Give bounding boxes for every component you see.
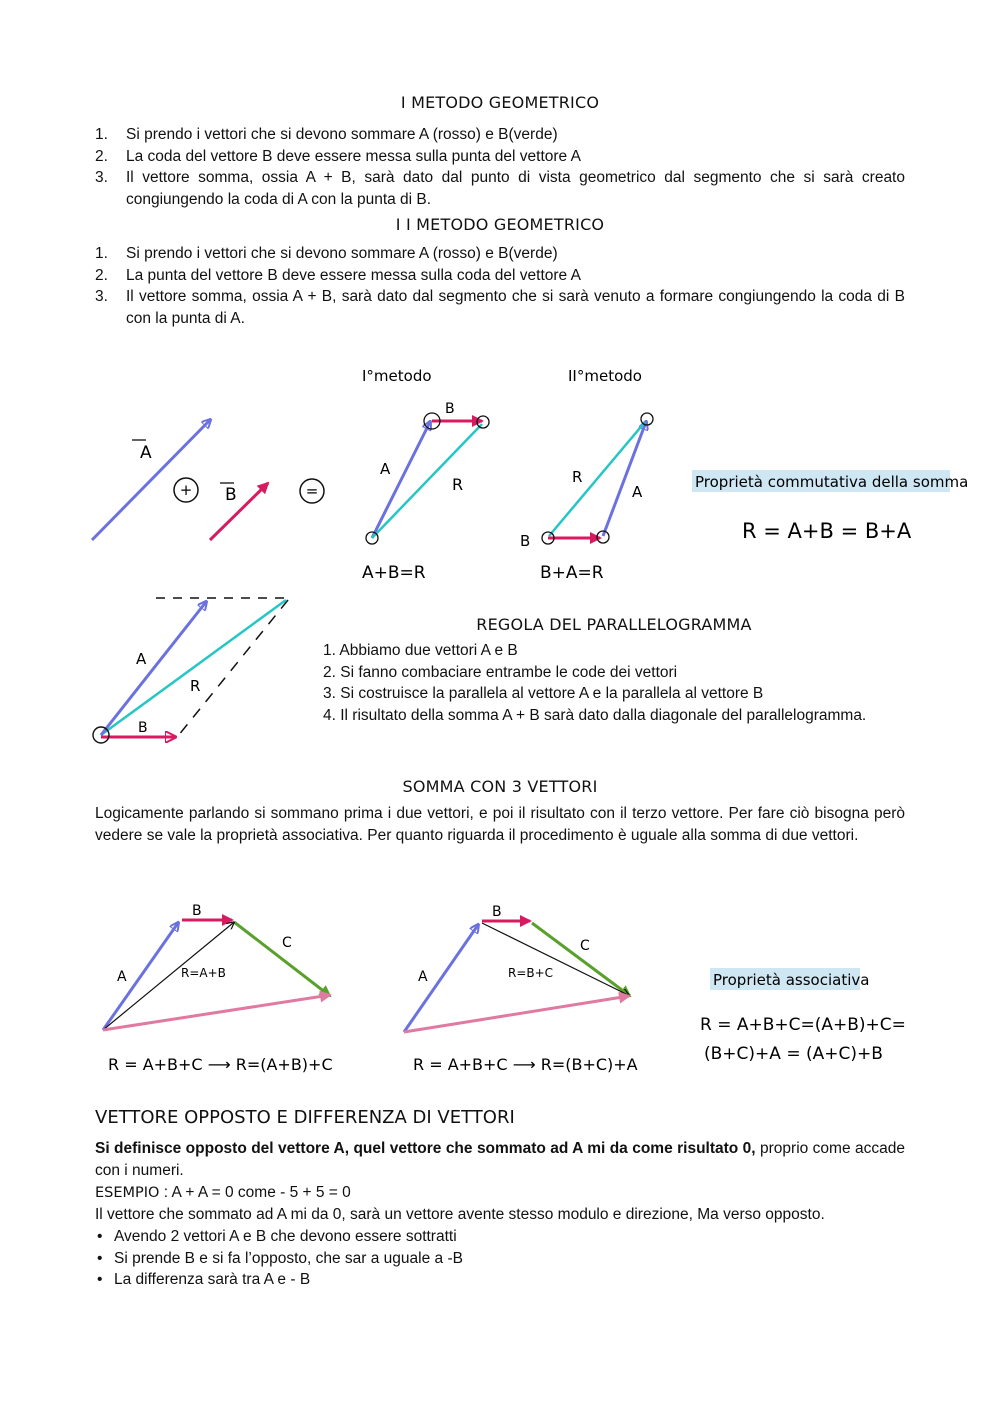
- vector-a-arrow: [404, 925, 478, 1032]
- label-b: B: [192, 903, 202, 919]
- label-a: A: [418, 969, 428, 985]
- vector-c-arrow: [532, 923, 630, 996]
- vector-r-arrow: [372, 424, 482, 538]
- section2-list: [95, 243, 905, 329]
- section2-title: I I METODO GEOMETRICO: [395, 215, 605, 234]
- label-c: C: [282, 935, 292, 951]
- associative-line-2: (B+C)+A = (A+C)+B: [704, 1044, 883, 1064]
- label-r-bc: R=B+C: [508, 966, 554, 980]
- list-item: 4. Il risultato della somma A + B sarà dato dalla diagonale del parallelogramma.: [323, 706, 867, 724]
- three-vectors-figure: [0, 895, 1000, 1085]
- vector-sum-arrow: [404, 996, 629, 1032]
- list-item: 2. La punta del vettore B deve essere messa sulla coda del vettore A: [95, 266, 581, 284]
- list-item: 1. Si prendo i vettori che si devono sommare A (rosso) e B(verde): [95, 126, 558, 143]
- list-item: 3. Il vettore somma, ossia A + B, sarà dato dal segmento che si sarà venuto a formare congiungendo la coda di B con la punta di A.: [95, 288, 905, 327]
- label-c: C: [580, 938, 590, 954]
- section1-list: [95, 124, 905, 210]
- list-item: 2. Si fanno combaciare entrambe le code dei vettori: [323, 663, 678, 681]
- list-item: • Avendo 2 vettori A e B che devono essere sottratti: [97, 1228, 457, 1245]
- label-b: B: [492, 904, 502, 920]
- label-r-ab: R=A+B: [181, 966, 226, 980]
- opposite-title: VETTORE OPPOSTO E DIFFERENZA DI VETTORI: [95, 1107, 515, 1128]
- label-b: B: [138, 720, 148, 736]
- list-item: 2. La coda del vettore B deve essere messa sulla punta del vettore A: [95, 147, 581, 165]
- method1-equation: A+B=R: [362, 563, 426, 583]
- vector-c-arrow: [234, 922, 330, 996]
- label-b: B: [445, 401, 455, 417]
- vector-addition-figure: [0, 350, 1000, 590]
- label-r: R: [190, 677, 201, 695]
- three-vectors-title: SOMMA CON 3 VETTORI: [402, 777, 598, 796]
- vector-a-arrow: [103, 923, 178, 1030]
- associative-line-1: R = A+B+C=(A+B)+C=: [700, 1015, 906, 1035]
- plus-sign: +: [179, 481, 193, 499]
- label-a: A: [632, 483, 643, 501]
- method2-title: II°metodo: [568, 367, 642, 385]
- vector-b-arrow: [210, 483, 268, 540]
- label-r: R: [572, 468, 583, 486]
- example-label: ESEMPIO: [95, 1185, 160, 1201]
- vector-a-arrow: [372, 422, 430, 538]
- example-text: : A + A = 0 come - 5 + 5 = 0: [159, 1184, 351, 1201]
- label-r: R: [452, 475, 464, 494]
- equation-1: R = A+B+C ⟶ R=(A+B)+C: [108, 1055, 333, 1074]
- commutative-title: Proprietà commutativa della somma: [695, 473, 969, 491]
- vector-sum-arrow: [103, 995, 330, 1030]
- label-a: A: [380, 460, 391, 478]
- opposite-definition: [95, 1138, 905, 1181]
- definition-rest: proprio come accade con i numeri.: [95, 1140, 905, 1179]
- equals-sign: =: [305, 482, 319, 500]
- equation-2: R = A+B+C ⟶ R=(B+C)+A: [413, 1055, 638, 1074]
- opposite-explanation: Il vettore che sommato ad A mi da 0, sarà un vettore avente stesso modulo e direzione, Ma verso opposto.: [95, 1206, 825, 1223]
- list-item: 1. Abbiamo due vettori A e B: [323, 642, 518, 659]
- list-item: • La differenza sarà tra A e - B: [97, 1271, 311, 1288]
- vector-r-arrow: [482, 923, 628, 995]
- method2-equation: B+A=R: [540, 563, 604, 583]
- list-item: 3. Il vettore somma, ossia A + B, sarà dato dal punto di vista geometrico dal segmento che si sarà creato congiungendo la coda di A con la punta di B.: [95, 169, 905, 208]
- opposite-bullets: [95, 1226, 905, 1291]
- section1-title: I METODO GEOMETRICO: [400, 93, 600, 112]
- vector-a-arrow: [603, 422, 646, 536]
- method1-title: I°metodo: [362, 367, 432, 385]
- commutative-equation: R = A+B = B+A: [742, 519, 912, 543]
- label-a: A: [136, 650, 147, 668]
- parallelogram-figure: [80, 590, 310, 760]
- label-a: A: [140, 443, 152, 463]
- example-line: [95, 1182, 905, 1205]
- definition-bold: Si definisce opposto del vettore A, quel vettore che sommato ad A mi da come risultato 0,: [95, 1140, 756, 1157]
- label-b: B: [225, 485, 237, 505]
- label-b: B: [520, 532, 531, 550]
- three-vectors-paragraph: Logicamente parlando si sommano prima i due vettori, e poi il risultato con il terzo vettore. Per fare ciò bisogna però vedere se vale la proprietà associativa. Per quanto riguarda il procedimento è uguale alla somma di due vettori.: [95, 805, 905, 844]
- label-a: A: [117, 969, 127, 985]
- list-item: • Si prende B e si fa l’opposto, che sar a uguale a -B: [97, 1249, 463, 1267]
- parallelogram-steps: [323, 640, 905, 726]
- parallelogram-title: REGOLA DEL PARALLELOGRAMMA: [476, 615, 752, 634]
- associative-title: Proprietà associativa: [713, 971, 870, 989]
- list-item: 3. Si costruisce la parallela al vettore A e la parallela al vettore B: [323, 685, 764, 702]
- vector-r-arrow: [549, 422, 645, 536]
- list-item: 1. Si prendo i vettori che si devono sommare A (rosso) e B(verde): [95, 245, 558, 262]
